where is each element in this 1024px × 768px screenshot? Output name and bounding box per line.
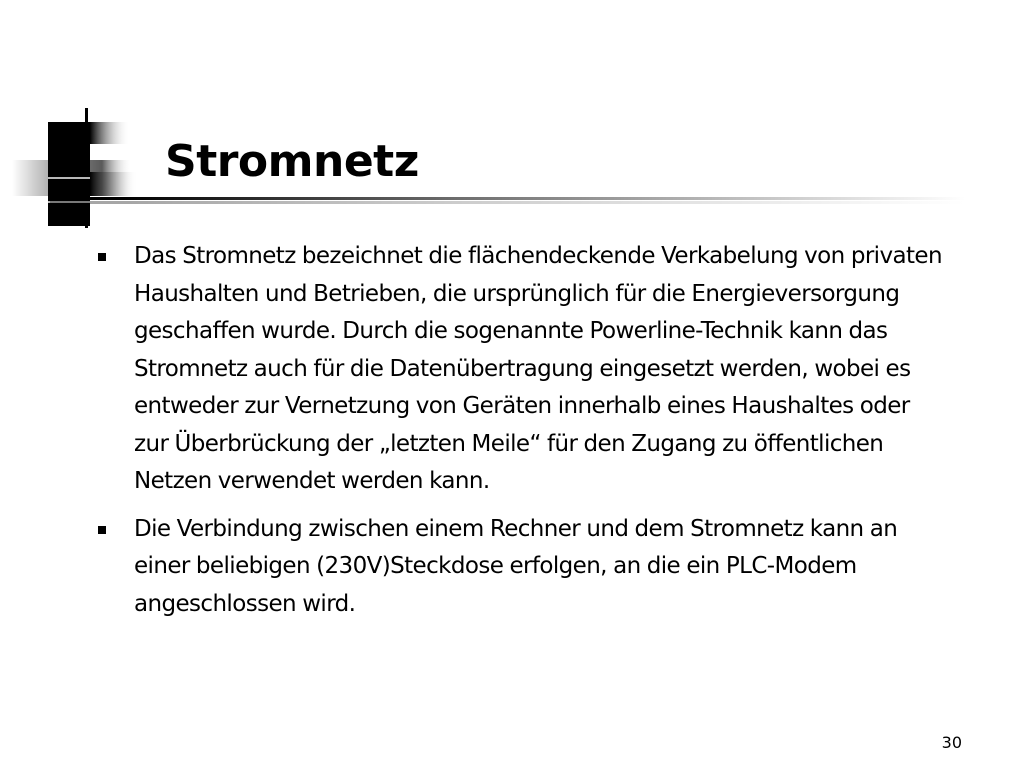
page-number: 30 (941, 733, 962, 752)
bullet-text: Das Stromnetz bezeichnet die flächendeckende Verkabelung von privaten Haushalten und Betrieben, die ursprünglich für die Energieversorgung geschaffen wurde. Durch die sogenannte Powerline-Technik kann das Stromnetz auch für die Datenübertragung eingesetzt werden, wobei es entweder zur Vernetzung von Geräten innerhalb eines Haushaltes oder zur Überbrückung der „letzten Meile“ für den Zugang zu öffentlichen Netzen verwendet werden kann. (134, 243, 942, 494)
slide-title: Stromnetz (165, 136, 419, 187)
bullet-list (96, 238, 946, 633)
square-block-logo-icon (12, 108, 142, 228)
bullet-item (96, 511, 946, 624)
bullet-item (96, 238, 946, 501)
bullet-text: Die Verbindung zwischen einem Rechner und dem Stromnetz kann an einer beliebigen (230V)Steckdose erfolgen, an die ein PLC-Modem angeschlossen wird. (134, 515, 898, 617)
square-bullet-icon (98, 526, 106, 534)
title-underline (50, 197, 965, 204)
square-bullet-icon (98, 253, 106, 261)
